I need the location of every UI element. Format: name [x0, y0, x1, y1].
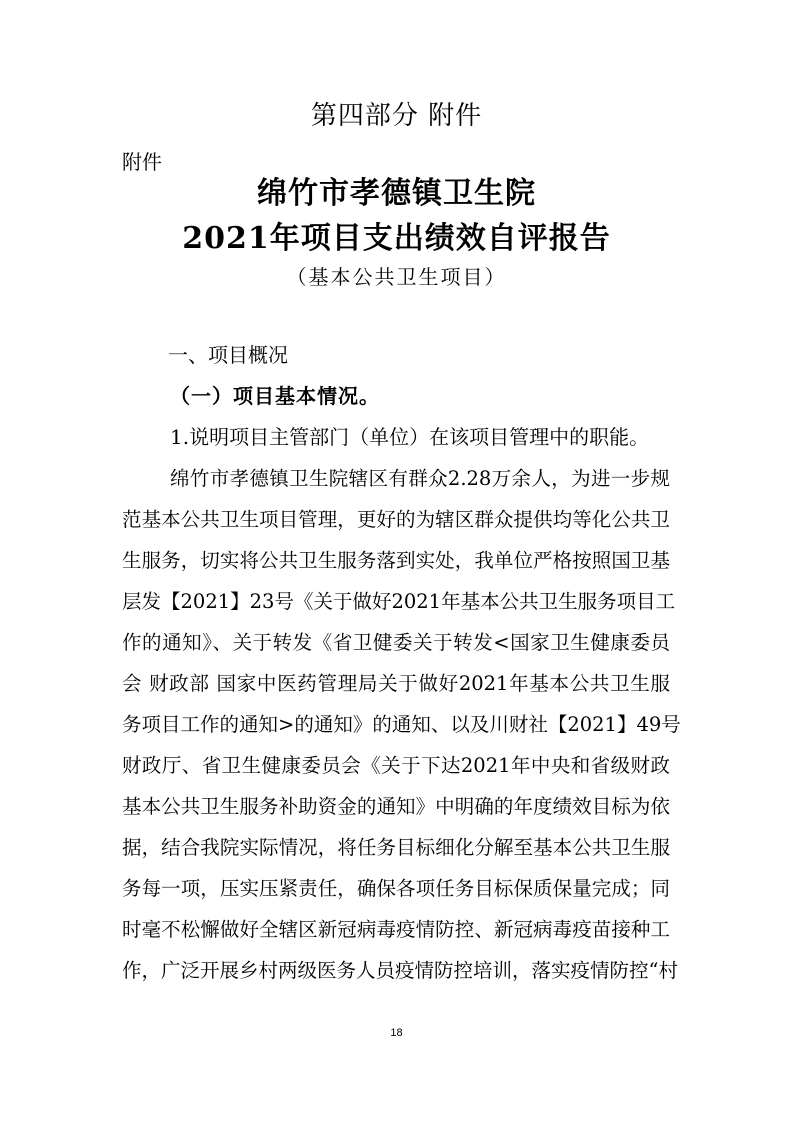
body-line: 范基本公共卫生项目管理，更好的为辖区群众提供均等化公共卫 — [122, 508, 670, 531]
body-line: 作的通知》、关于转发《省卫健委关于转发<国家卫生健康委员 — [122, 631, 670, 654]
body-line: 务项目工作的通知>的通知》的通知、以及川财社【2021】49号 — [122, 713, 681, 736]
body-line: 时毫不松懈做好全辖区新冠病毒疫情防控、新冠病毒疫苗接种工 — [122, 918, 670, 941]
body-line: 基本公共卫生服务补助资金的通知》中明确的年度绩效目标为依 — [122, 795, 670, 818]
attachment-label: 附件 — [122, 150, 162, 174]
body-line: 绵竹市孝德镇卫生院辖区有群众2.28万余人，为进一步规 — [170, 467, 670, 490]
report-title-line2: 2021年项目支出绩效自评报告 — [182, 221, 611, 256]
body-line: 务每一项，压实压紧责任，确保各项任务目标保质保量完成；同 — [122, 877, 670, 900]
report-title-line1: 绵竹市孝德镇卫生院 — [257, 176, 536, 211]
body-line: 生服务，切实将公共卫生服务落到实处，我单位严格按照国卫基 — [122, 549, 670, 572]
part-title: 第四部分 附件 — [310, 101, 483, 131]
body-line: 层发【2021】23号《关于做好2021年基本公共卫生服务项目工 — [122, 590, 676, 613]
report-subtitle: （基本公共卫生项目） — [286, 265, 507, 289]
item-heading: 1.说明项目主管部门（单位）在该项目管理中的职能。 — [170, 425, 650, 449]
body-line: 据，结合我院实际情况，将任务目标细化分解至基本公共卫生服 — [122, 836, 670, 859]
body-line: 作，广泛开展乡村两级医务人员疫情防控培训，落实疫情防控“村 — [122, 959, 678, 982]
body-line: 财政厅、省卫生健康委员会《关于下达2021年中央和省级财政 — [122, 754, 670, 777]
subsection-heading: （一）项目基本情况。 — [170, 384, 380, 408]
body-line: 会 财政部 国家中医药管理局关于做好2021年基本公共卫生服 — [122, 672, 670, 695]
section-heading: 一、项目概况 — [168, 343, 288, 367]
page-number: 18 — [390, 1027, 403, 1039]
